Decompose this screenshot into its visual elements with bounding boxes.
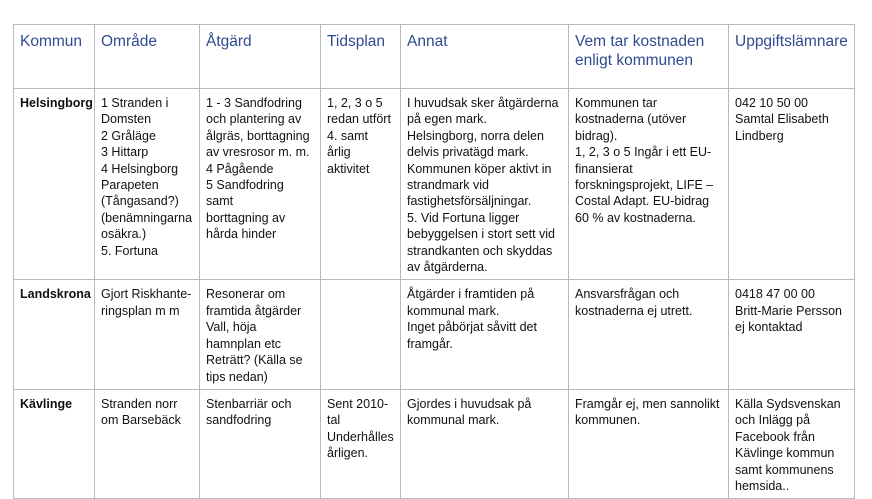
cell-atgard: Resonerar om framtida åtgärder Vall, höja hamnplan etc Reträtt? (Källa se tips nedan) xyxy=(200,280,321,389)
cell-uppgiftslamnare: Källa Sydsvenskan och Inlägg på Facebook från Kävlinge kommun samt kommunens hemsida.. xyxy=(729,389,855,498)
cell-tidsplan xyxy=(321,280,401,389)
cell-kostnad: Kommunen tar kostnaderna (utöver bidrag). 1, 2, 3 o 5 Ingår i ett EU- finansierat forskningsprojekt, LIFE – Costal Adapt. EU-bidrag 60 % av kostnaderna. xyxy=(569,89,729,280)
header-uppgiftslamnare: Uppgiftslämnare xyxy=(729,25,855,89)
cell-uppgiftslamnare: 0418 47 00 00 Britt-Marie Persson ej kontaktad xyxy=(729,280,855,389)
cell-atgard: 1 - 3 Sandfodring och plantering av ålgräs, borttagning av vresrosor m. m. 4 Pågående 5 Sandfodring samt borttagning av hårda hinder xyxy=(200,89,321,280)
header-atgard: Åtgärd xyxy=(200,25,321,89)
cell-uppgiftslamnare: 042 10 50 00 Samtal Elisabeth Lindberg xyxy=(729,89,855,280)
cell-tidsplan: Sent 2010- tal Underhålles årligen. xyxy=(321,389,401,498)
cell-omrade: 1 Stranden i Domsten 2 Gråläge 3 Hittarp 4 Helsingborg Parapeten (Tångasand?) (benämningarna osäkra.) 5. Fortuna xyxy=(95,89,200,280)
cell-annat: I huvudsak sker åtgärderna på egen mark. Helsingborg, norra delen delvis privatägd mark. Kommunen köper aktivt in strandmark vid fastighetsförsäljningar. 5. Vid Fortuna ligger bebyggelsen i stort sett vid strandkanten och skyddas av åtgärderna. xyxy=(401,89,569,280)
cell-omrade: Stranden norr om Barsebäck xyxy=(95,389,200,498)
table-row-kavlinge xyxy=(14,389,855,498)
cell-kostnad: Framgår ej, men sannolikt kommunen. xyxy=(569,389,729,498)
header-row xyxy=(14,25,855,89)
cell-annat: Åtgärder i framtiden på kommunal mark. Inget påbörjat såvitt det framgår. xyxy=(401,280,569,389)
cell-annat: Gjordes i huvudsak på kommunal mark. xyxy=(401,389,569,498)
cell-omrade: Gjort Riskhante- ringsplan m m xyxy=(95,280,200,389)
cell-atgard: Stenbarriär och sandfodring xyxy=(200,389,321,498)
municipality-measures-table xyxy=(13,24,855,499)
cell-tidsplan: 1, 2, 3 o 5 redan utfört 4. samt årlig aktivitet xyxy=(321,89,401,280)
cell-kostnad: Ansvarsfrågan och kostnaderna ej utrett. xyxy=(569,280,729,389)
cell-kommun: Kävlinge xyxy=(14,389,95,498)
header-annat: Annat xyxy=(401,25,569,89)
table-row-landskrona xyxy=(14,280,855,389)
header-kommun: Kommun xyxy=(14,25,95,89)
cell-kommun: Helsingborg xyxy=(14,89,95,280)
header-tidsplan: Tidsplan xyxy=(321,25,401,89)
header-omrade: Område xyxy=(95,25,200,89)
table-row-helsingborg xyxy=(14,89,855,280)
cell-kommun: Landskrona xyxy=(14,280,95,389)
header-kostnad: Vem tar kostnaden enligt kommunen xyxy=(569,25,729,89)
